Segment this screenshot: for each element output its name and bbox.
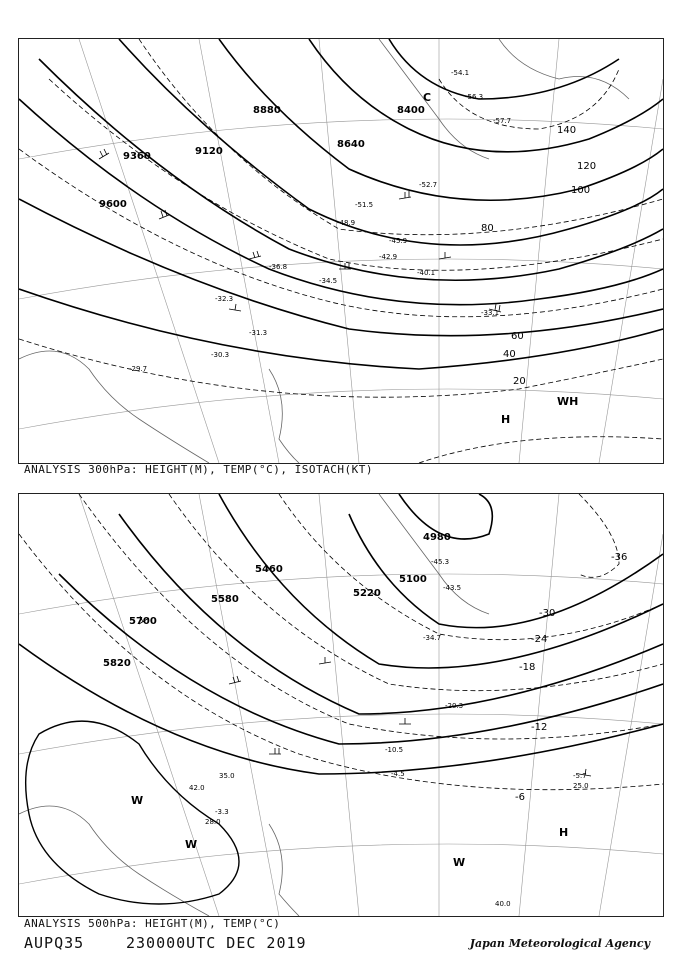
temp-label: -31.3 (249, 329, 268, 337)
panel-300-caption: ANALYSIS 300hPa: HEIGHT(M), TEMP(°C), ISOTACH(KT) (24, 463, 374, 476)
warm-center-marker: W (453, 856, 466, 869)
height-label: 5700 (129, 616, 157, 627)
pressure-centers (423, 91, 578, 426)
temp-label: -36.8 (269, 263, 288, 271)
isotach-label: 100 (571, 185, 591, 196)
station-value: -10.5 (385, 746, 404, 754)
isotach-label: 120 (577, 161, 597, 172)
height-label: 5820 (103, 658, 131, 669)
warm-center-marker: W (185, 838, 198, 851)
station-value: 25.0 (573, 782, 589, 790)
temperature-labels (129, 69, 511, 373)
map-300hpa-svg (19, 39, 663, 463)
height-label: 8400 (397, 105, 425, 116)
valid-time: 230000UTC DEC 2019 (126, 934, 307, 952)
temp-label: -45.9 (389, 237, 408, 245)
wind-barbs (99, 149, 501, 312)
coastline (19, 494, 489, 916)
temp-label: -52.7 (419, 181, 438, 189)
map-panel-500hpa (18, 493, 664, 917)
height-label: 5460 (255, 564, 283, 575)
temp-label: -32.3 (215, 295, 234, 303)
station-value: 35.0 (219, 772, 235, 780)
isotach-label: 140 (557, 125, 577, 136)
station-value: -5.7 (573, 772, 587, 780)
station-value: 42.0 (189, 784, 205, 792)
temp-label: -34.5 (319, 277, 338, 285)
isotherm-label: -6 (515, 792, 525, 803)
warm-high-marker: WH (557, 395, 579, 408)
agency-name: Japan Meteorological Agency (469, 937, 650, 950)
isotherm-label: -36 (611, 552, 628, 563)
station-values (189, 558, 589, 908)
temp-label: -42.9 (379, 253, 398, 261)
height-label: 5580 (211, 594, 239, 605)
wind-barbs (139, 616, 591, 776)
height-label: 5100 (399, 574, 427, 585)
temp-label: -33.1 (481, 309, 500, 317)
bulletin-code: AUPQ35 (24, 934, 85, 952)
map-500hpa-svg (19, 494, 663, 916)
height-label: 9120 (195, 146, 223, 157)
temp-label: -51.5 (355, 201, 374, 209)
temp-label: -56.3 (465, 93, 484, 101)
temp-label: -48.9 (337, 219, 356, 227)
isotherm-label: -24 (531, 634, 548, 645)
isotherm-label: -30 (539, 608, 556, 619)
station-value: -3.3 (215, 808, 229, 816)
isotach-label: 60 (511, 331, 524, 342)
height-contours (19, 494, 663, 774)
station-value: -45.3 (431, 558, 450, 566)
height-labels (99, 105, 425, 210)
temp-label: -29.7 (129, 365, 148, 373)
isotach-label: 40 (503, 349, 516, 360)
temp-label: -54.1 (451, 69, 470, 77)
height-label: 5220 (353, 588, 381, 599)
isotherms (19, 494, 663, 790)
station-value: -34.7 (423, 634, 442, 642)
height-label: 9360 (123, 151, 151, 162)
station-value: -43.5 (443, 584, 462, 592)
height-label: 8640 (337, 139, 365, 150)
isotach-label: 20 (513, 376, 526, 387)
station-value: -20.3 (445, 702, 464, 710)
isotherm-label: -12 (531, 722, 548, 733)
height-label: 8880 (253, 105, 281, 116)
warm-center-marker: W (131, 794, 144, 807)
temp-label: -57.7 (493, 117, 512, 125)
height-labels (103, 532, 451, 669)
map-panel-300hpa (18, 38, 664, 464)
isotherm-label: -18 (519, 662, 536, 673)
high-pressure-marker: H (501, 413, 511, 426)
panel-500-caption: ANALYSIS 500hPa: HEIGHT(M), TEMP(°C) (24, 917, 281, 930)
temp-label: -30.3 (211, 351, 230, 359)
cold-center-marker: C (423, 91, 432, 104)
station-value: -4.5 (391, 770, 405, 778)
isotach-label: 80 (481, 223, 494, 234)
high-pressure-marker: H (559, 826, 569, 839)
station-value: 28.0 (205, 818, 221, 826)
coastline (19, 39, 629, 463)
height-contour-closed (26, 721, 239, 904)
station-value: 40.0 (495, 900, 511, 908)
height-label: 9600 (99, 199, 127, 210)
temp-label: -40.1 (417, 269, 436, 277)
height-label: 4980 (423, 532, 451, 543)
